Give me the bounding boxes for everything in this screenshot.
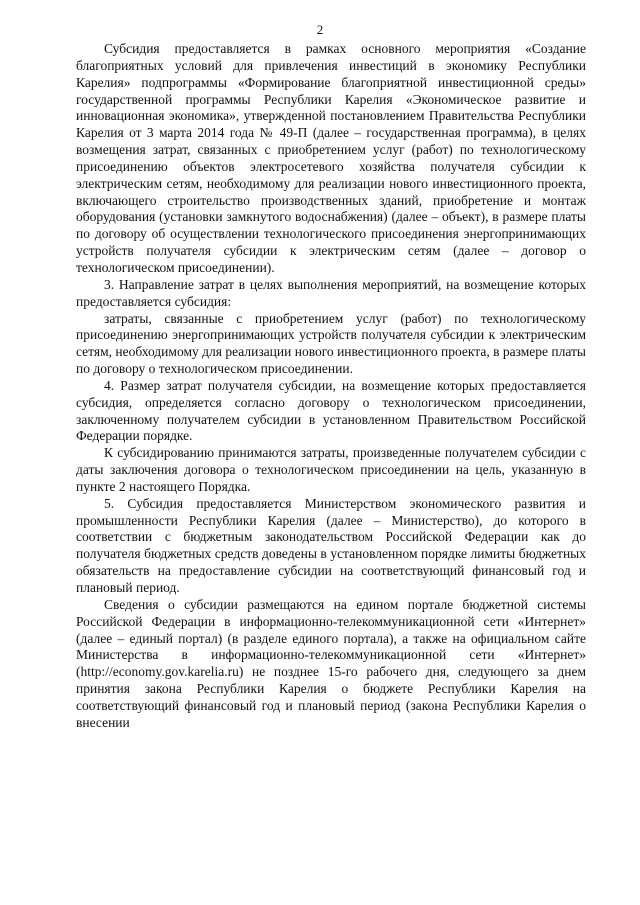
paragraph-item-5: 5. Субсидия предоставляется Министерством экономического развития и промышленности Республики Карелия (далее – Министерство), до которого в соответствии с бюджетным законодательством Российской Федерации как до получателя бюджетных средств доведены в установленном порядке лимиты бюджетных обязательств на предоставление субсидии на соответствующий финансовый год и плановый период. — [76, 495, 586, 595]
paragraph-portal-info: Сведения о субсидии размещаются на едином портале бюджетной системы Российской Федерации в информационно-телекоммуникационной сети «Интернет» (далее – единый портал) (в разделе единого портала), а также на официальном сайте Министерства в информационно-телекоммуникационной сети «Интернет» (http://economy.gov.karelia.ru) не позднее 15-го рабочего дня, следующего за днем принятия закона Республики Карелия о бюджете Республики Карелия на соответствующий финансовый год и плановый период (закона Республики Карелия о внесении — [76, 596, 586, 730]
paragraph-subsidy-purpose: Субсидия предоставляется в рамках основного мероприятия «Создание благоприятных условий для привлечения инвестиций в экономику Республики Карелия» подпрограммы «Формирование благоприятной инвестиционной среды» государственной программы Республики Карелия «Экономическое развитие и инновационная экономика», утвержденной постановлением Правительства Республики Карелия от 3 марта 2014 года № 49-П (далее – государственная программа), в целях возмещения затрат, связанных с приобретением услуг (работ) по технологическому присоединению объектов электросетевого хозяйства получателя субсидии к электрическим сетям, необходимому для реализации нового инвестиционного проекта, включающего строительство производственных зданий, приобретение и монтаж оборудования (установки замкнутого водоснабжения) (далее – объект), в размере платы по договору об осуществлении технологического присоединения энергопринимающих устройств получателя субсидии к электрическим сетям (далее – договор о технологическом присоединении). — [76, 41, 586, 275]
paragraph-item-4: 4. Размер затрат получателя субсидии, на возмещение которых предоставляется субсидия, определяется согласно договору о технологическом присоединении, заключенному получателем субсидии в установленном Правительством Российской Федерации порядке. — [76, 377, 586, 444]
paragraph-item-3: 3. Направление затрат в целях выполнения мероприятий, на возмещение которых предоставляется субсидия: — [76, 276, 586, 309]
page-number: 2 — [316, 22, 324, 37]
paragraph-eligible-costs: К субсидированию принимаются затраты, произведенные получателем субсидии с даты заключения договора о технологическом присоединении на цель, указанную в пункте 2 настоящего Порядка. — [76, 445, 586, 494]
document-body — [76, 41, 586, 732]
paragraph-costs-description: затраты, связанные с приобретением услуг (работ) по технологическому присоединению энергопринимающих устройств получателя субсидии к электрическим сетям, необходимому для реализации нового инвестиционного проекта, в размере платы по договору о технологическом присоединении. — [76, 310, 586, 377]
